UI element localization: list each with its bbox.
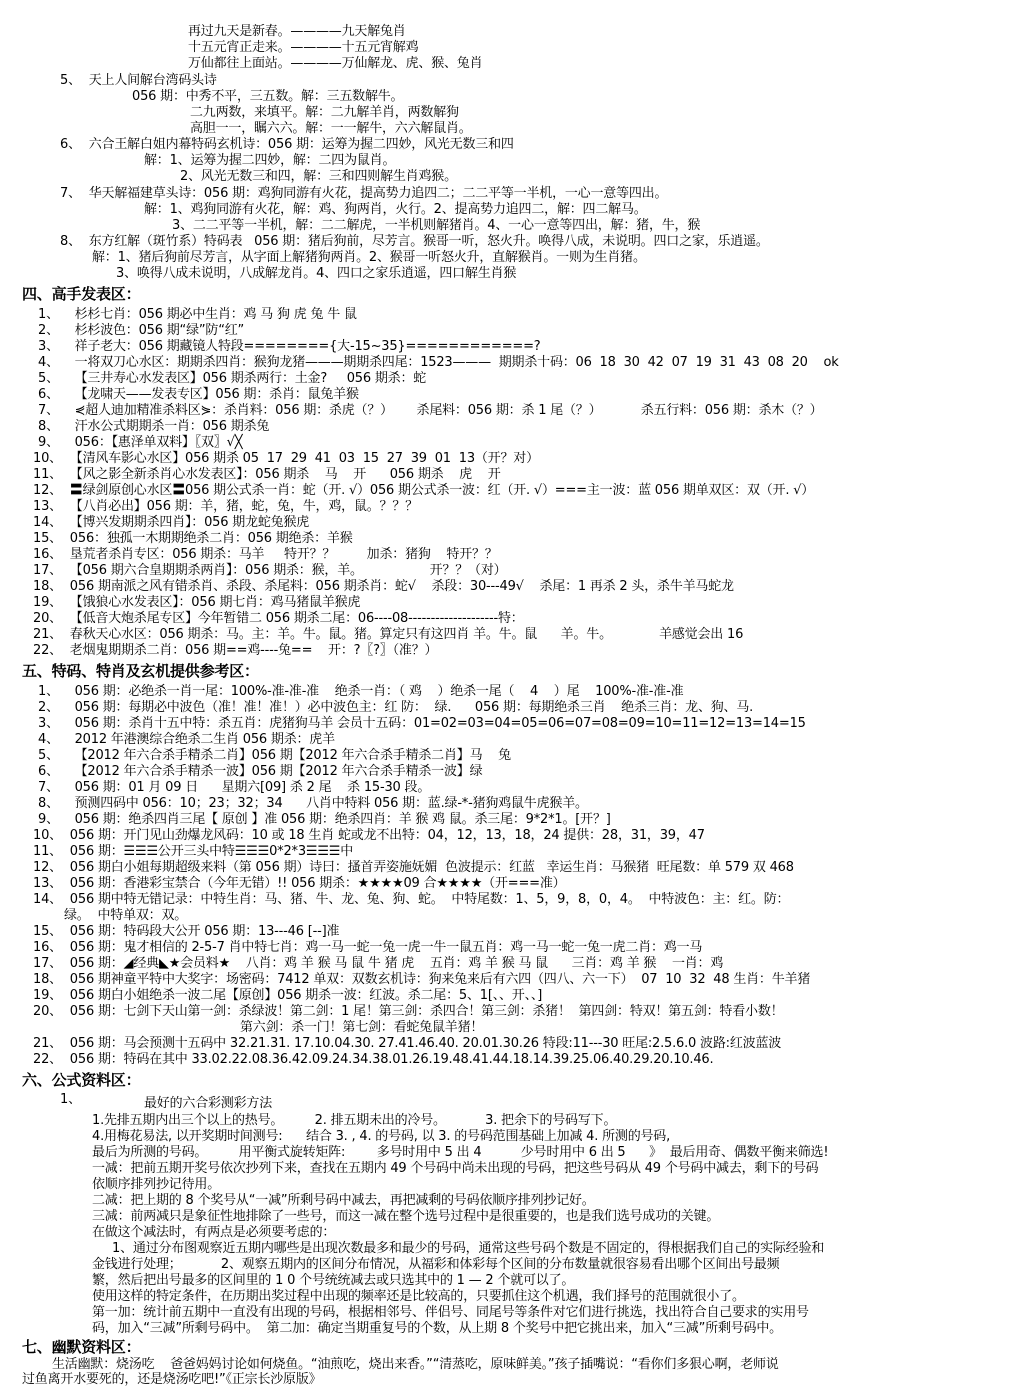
- list-item: 2、 056 期：每期必中波色（准！准！准！）必中波色主：红 防： 绿. 056 期：每期绝杀三肖 绝杀三肖：龙、狗、马.: [38, 700, 754, 715]
- list-item: 11、 【风之影全新杀肖心水发表区】：056 期杀 马 开 056 期杀 虎 开: [33, 467, 501, 482]
- intro-line: 解：1、鸡狗同游有火花，解：鸡、狗两肖，火行。2、提高势力追四二，解：四二解马。: [144, 202, 647, 217]
- list-item: 21、 春秋天心水区：056 期杀：马。主：羊。牛。鼠。猪。算定只有这四肖 羊。牛。鼠 羊。牛。 羊感觉会出 16: [33, 627, 744, 642]
- intro-line: 5、 天上人间解台湾码头诗: [60, 73, 217, 88]
- list-item: 6、 【2012 年六合杀手精杀一波】056 期【2012 年六合杀手精杀一波】绿: [38, 764, 483, 779]
- method-line: 第一加：统计前五期中一直没有出现的号码，根据相邻号、伴侣号、同尾号等条件对它们进行挑选，找出符合自己要求的实用号: [92, 1305, 809, 1320]
- list-item: 12、 056 期白小姐每期超级来料（第 056 期）诗曰：搔首弄姿施妩媚 色波提示：红蓝 幸运生肖：马猴猪 旺尾数：单 579 双 468: [33, 860, 794, 875]
- section-heading: 五、特码、特肖及玄机提供参考区：: [22, 662, 259, 680]
- humor-line: 生活幽默：烧汤吃 爸爸妈妈讨论如何烧鱼。“油煎吃，烧出来香。”“清蒸吃，原味鲜美。”孩子插嘴说：“看你们多狠心啊，老师说: [52, 1357, 779, 1372]
- list-item: 20、 【低音大炮杀尾专区】今年暂错二 056 期杀二尾：06----08--------------------特：: [33, 611, 524, 626]
- intro-line: 3、唤得八成未说明，八成解龙肖。4、四口之家乐逍遥，四口解生肖猴: [116, 266, 517, 281]
- list-item: 4、 2012 年港澳综合绝杀二生肖 056 期杀：虎羊: [38, 732, 335, 747]
- method-line: 1.先排五期内出三个以上的热号。 2. 排五期未出的冷号。 3. 把余下的号码写下。: [92, 1113, 617, 1128]
- list-item: 15、 056：独孤一木期期绝杀二肖：056 期绝杀：羊猴: [33, 531, 353, 546]
- intro-line: 2、风光无数三和四，解：三和四则解生肖鸡猴。: [180, 169, 457, 184]
- method-line: 三减：前两减只是象征性地排除了一些号，而这一减在整个选号过程中是很重要的，也是我们选号成功的关键。: [92, 1209, 720, 1224]
- list-item: 绿。 中特单双：双。: [64, 908, 188, 923]
- list-item: 16、 056 期：鬼才相信的 2-5-7 肖中特七肖：鸡一马一蛇一兔一虎一牛一鼠五肖：鸡一马一蛇一兔一虎二肖：鸡一马: [33, 940, 703, 955]
- list-item: 7、 ⋞超人迪加精准杀料区⋟：杀肖料：056 期：杀虎（？） 杀尾料：056 期：杀 1 尾（？） 杀五行料：056 期：杀木（？）: [38, 403, 823, 418]
- item-number: 1、: [60, 1092, 81, 1107]
- list-item: 8、 预测四码中 056：10；23；32；34 八肖中特料 056 期：蓝.绿-*-猪狗鸡鼠牛虎猴羊。: [38, 796, 588, 811]
- method-line: 4.用梅花易法, 以开奖期时间测号: 结合 3. , 4. 的号码, 以 3. 的号码范围基础上加减 4. 所测的号码,: [92, 1129, 671, 1144]
- intro-line: 解：1、运筹为握二四妙，解：二四为鼠肖。: [144, 153, 396, 168]
- method-line: 繁，然后把出号最多的区间里的 1 0 个号统统减去或只选其中的 1 — 2 个就可以了。: [92, 1273, 575, 1288]
- section-heading: 四、高手发表区：: [22, 285, 141, 303]
- list-item: 4、 一将双刀心水区：期期杀四肖：猴狗龙猪———期期杀四尾：1523——— 期期杀十码：06 18 30 42 07 19 31 43 08 20 ok: [38, 355, 839, 370]
- list-item: 14、 056 期中特无错记录：中特生肖：马、猪、牛、龙、兔、狗、蛇。 中特尾数：1、5，9，8，0，4。 中特波色：主：红。防：: [33, 892, 790, 907]
- list-item: 22、 056 期：特码在其中 33.02.22.08.36.42.09.24.34.38.01.26.19.48.41.44.18.14.39.25.06.40.29.20.10.46.: [33, 1052, 714, 1067]
- list-item: 5、 【2012 年六合杀手精杀二肖】056 期【2012 年六合杀手精杀二肖】马 兔: [38, 748, 511, 763]
- list-item: 10、 056 期：开门见山劲爆龙风码：10 或 18 生肖 蛇或龙不出特：04，12，13，18，24 提供：28，31，39，47: [33, 828, 705, 843]
- method-line: 二减：把上期的 8 个奖号从“一减”所剩号码中减去，再把减剩的号码依顺序排列抄记好。: [92, 1193, 595, 1208]
- method-line: 一减：把前五期开奖号依次抄列下来，查找在五期内 49 个号码中尚未出现的号码，把这些号码从 49 个号码中减去，剩下的号码: [92, 1161, 819, 1176]
- intro-line: 6、 六合王解白姐内幕特码玄机诗：056 期：运筹为握二四妙，风光无数三和四: [60, 137, 514, 152]
- intro-line: 再过九天是新春。————九天解兔肖: [188, 24, 406, 39]
- list-item: 5、 【三井寿心水发表区】056 期杀两行：土金? 056 期杀：蛇: [38, 371, 427, 386]
- list-item: 9、 056：【惠泽单双料】〖双〗√╳: [38, 435, 243, 450]
- intro-line: 8、 东方红解（斑竹系）特码表 056 期：猪后狗前，尽芳言。猴哥一听，怒火升。唤得八成，未说明。四口之家，乐逍遥。: [60, 234, 769, 249]
- list-item: 17、 【056 期六合皇期期杀两肖】：056 期杀：猴，羊。 开？？（对）: [33, 563, 507, 578]
- list-item: 20、 056 期：七剑下天山第一剑：杀绿波！第二剑：1 尾！第三剑：杀四合！第三剑：杀猪！ 第四剑：特双！第五剑：特看小数！: [33, 1004, 784, 1019]
- list-item: 12、 〓绿剑原创心水区〓056 期公式杀一肖：蛇（开. √）056 期公式杀一波：红（开. √）===主一波：蓝 056 期单双区：双（开. √）: [33, 483, 815, 498]
- list-item: 16、 垦荒者杀肖专区：056 期杀：马羊 特开？？ 加杀：猪狗 特开？？: [33, 547, 498, 562]
- intro-line: 高胆一一，瞩六六。解：一一解牛，六六解鼠肖。: [190, 121, 472, 136]
- list-item: 18、 056 期神童平特中大奖字：场密码：7412 单双：双数玄机诗：狗来兔来后有六四（四八、六一下） 07 10 32 48 生肖：牛羊猪: [33, 972, 811, 987]
- list-item: 14、 【博兴发期期杀四肖】：056 期龙蛇兔猴虎: [33, 515, 310, 530]
- list-item: 17、 056 期：◢经典◣★会员料★ 八肖：鸡 羊 猴 马 鼠 牛 猪 虎 五肖：鸡 羊 猴 马 鼠 三肖：鸡 羊 猴 一肖：鸡: [33, 956, 724, 971]
- list-item: 11、 056 期：☰☰☰公开三头中特☰☰☰0*2*3☰☰☰中: [33, 844, 354, 859]
- list-item: 8、 汗水公式期期杀一肖：056 期杀兔: [38, 419, 270, 434]
- method-line: 最后为所测的号码。 用平衡式旋转矩阵: 多号时用中 5 出 4 少号时用中 6 出 5 》 最后用奇、偶数平衡来筛选!: [92, 1145, 829, 1160]
- method-title: 最好的六合彩测彩方法: [144, 1096, 273, 1111]
- list-item: 3、 祥子老大：056 期藏镜人特段========{大-15~35}============?: [38, 339, 541, 354]
- intro-line: 万仙都往上面站。————万仙解龙、虎、猴、兔肖: [188, 56, 483, 71]
- section-heading: 七、幽默资料区：: [22, 1338, 141, 1356]
- intro-line: 3、二二平等一半机，解：二二解虎，一半机则解猪肖。4、一心一意等四出，解：猪，牛，猴: [172, 218, 701, 233]
- list-item: 1、 杉杉七肖：056 期必中生肖：鸡 马 狗 虎 兔 牛 鼠: [38, 307, 357, 322]
- list-item: 21、 056 期：马会预测十五码中 32.21.31. 17.10.04.30. 27.41.46.40. 20.01.30.26 特段:11---30 旺尾:2.5.6.0 波路:红波蓝波: [33, 1036, 782, 1051]
- list-item: 13、 056 期：香港彩宝禁合（今年无错）!! 056 期杀：★★★★09 合★★★★（开===准）: [33, 876, 566, 891]
- method-line: 使用这样的特定条件，在历期出奖过程中出现的频率还是比较高的，只要抓住这个机遇，我们择号的范围就很小了。: [92, 1289, 745, 1304]
- list-item: 3、 056 期：杀肖十五中特：杀五肖：虎猪狗马羊 会员十五码：01=02=03=04=05=06=07=08=09=10=11=12=13=14=15: [38, 716, 806, 731]
- list-item: 19、 【饿狼心水发表区】：056 期七肖：鸡马猪鼠羊猴虎: [33, 595, 361, 610]
- list-item: 6、 【龙啸天——发表专区】056 期：杀肖：鼠兔羊猴: [38, 387, 359, 402]
- list-item: 13、 【八肖必出】056 期：羊，猪，蛇，兔，牛，鸡，鼠。？？？: [33, 499, 418, 514]
- intro-line: 056 期：中秀不平，三五数。解：三五数解牛。: [132, 89, 404, 104]
- list-item: 15、 056 期：特码段大公开 056 期：13---46 [--]准: [33, 924, 340, 939]
- humor-line: 过鱼离开水要死的，还是烧汤吃吧!”《正宗长沙原版》: [22, 1372, 322, 1387]
- section-heading: 六、公式资料区：: [22, 1071, 141, 1089]
- list-item: 第六剑：杀一门！第七剑：看蛇兔鼠羊猪！: [240, 1020, 484, 1035]
- list-item: 18、 056 期南派之风有错杀肖、杀段、杀尾料：056 期杀肖：蛇√ 杀段：30---49√ 杀尾：1 再杀 2 头，杀牛羊马蛇龙: [33, 579, 734, 594]
- method-line: 码，加入“三减”所剩号码中。 第二加：确定当期重复号的个数，从上期 8 个奖号中把它挑出来，加入“三减”所剩号码中。: [92, 1321, 782, 1336]
- list-item: 22、 老烟鬼期期杀二肖：056 期==鸡----兔== 开：?〖?〗（准？）: [33, 643, 438, 658]
- list-item: 1、 056 期：必绝杀一肖一尾：100%-准-准-准 绝杀一肖：（ 鸡 ）绝杀一尾（ 4 ）尾 100%-准-准-准: [38, 684, 684, 699]
- intro-line: 十五元宵正走来。————十五元宵解鸡: [188, 40, 419, 55]
- method-line: 在做这个减法时，有两点是必须要考虑的：: [92, 1225, 336, 1240]
- method-line: 金钱进行处理； 2、观察五期内的区间分布情况，从福彩和体彩每个区间的分布数量就很容易看出哪个区间出号最频: [92, 1257, 780, 1272]
- intro-line: 二九两数，来填平。解：二九解羊肖，两数解狗: [190, 105, 459, 120]
- method-line: 1、通过分布图观察近五期内哪些是出现次数最多和最少的号码，通常这些号码个数是不固定的，得根据我们自己的实际经验和: [112, 1241, 825, 1256]
- list-item: 2、 杉杉波色：056 期“绿”防“红”: [38, 323, 245, 338]
- method-line: 依顺序排列抄记待用。: [92, 1177, 221, 1192]
- intro-line: 7、 华天解福建草头诗：056 期：鸡狗同游有火花，提高势力追四二；二二平等一半机，一心一意等四出。: [60, 186, 668, 201]
- list-item: 19、 056 期白小姐绝杀一波二尾【原创】056 期杀一波：红波。杀二尾：5、1[、、开、、]: [33, 988, 543, 1003]
- list-item: 10、 【清风车影心水区】056 期杀 05 17 29 41 03 15 27 39 01 13（开？对）: [33, 451, 539, 466]
- list-item: 9、 056 期：绝杀四肖三尾【 原创 】准 056 期：绝杀四肖：羊 猴 鸡 鼠。杀三尾：9*2*1。[开？]: [38, 812, 611, 827]
- list-item: 7、 056 期：01 月 09 日 星期六[09] 杀 2 尾 杀 15-30 段。: [38, 780, 431, 795]
- intro-line: 解：1、猪后狗前尽芳言，从字面上解猪狗两肖。2、猴哥一听怒火升，直解猴肖。一则为生肖猪。: [92, 250, 646, 265]
